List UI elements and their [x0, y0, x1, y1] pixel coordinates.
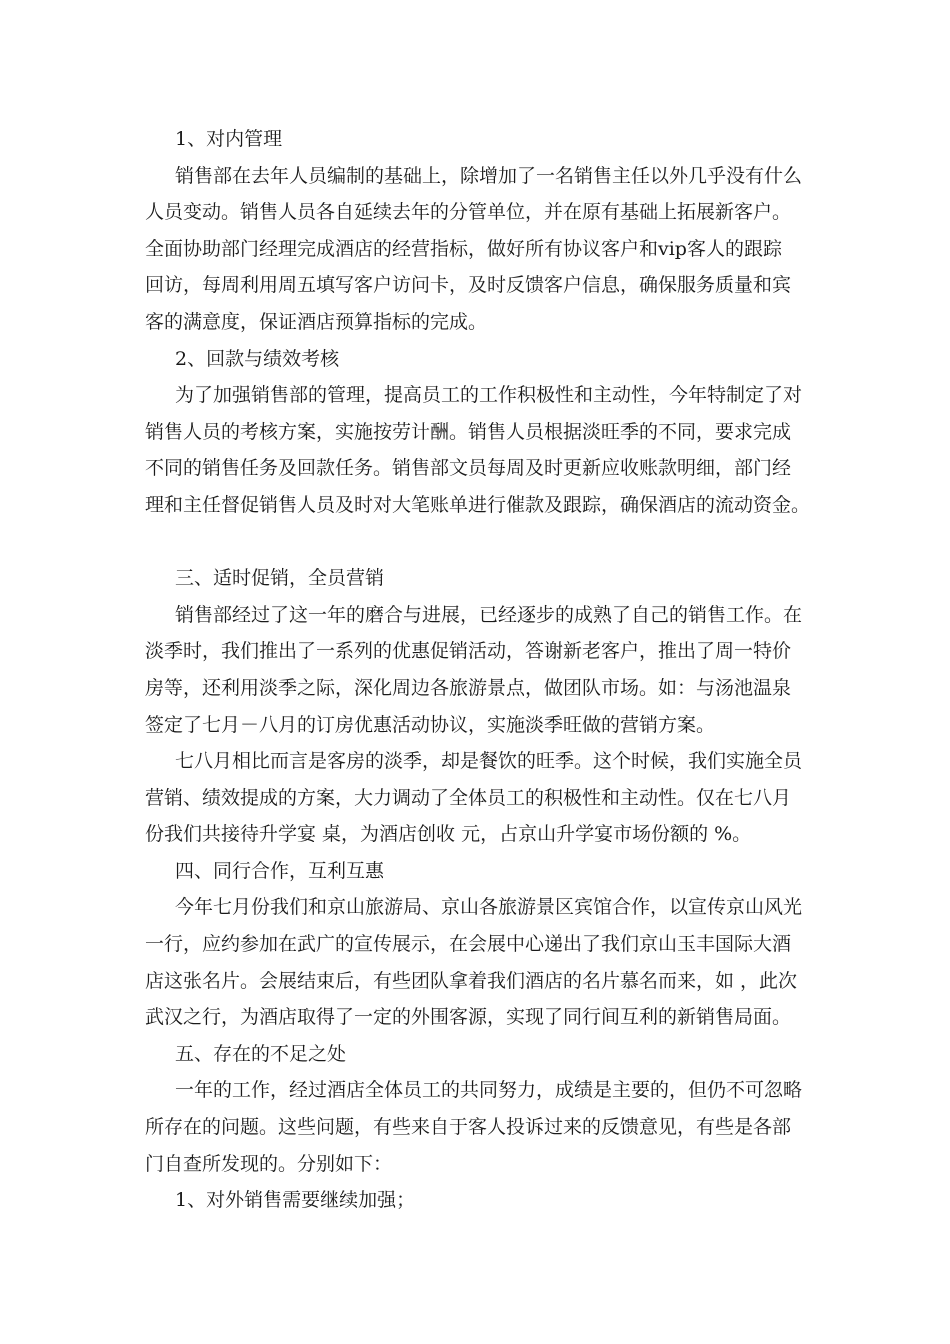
paragraph-line: 为了加强销售部的管理，提高员工的工作积极性和主动性，今年特制定了对 [175, 384, 803, 407]
paragraph-line: 所存在的问题。这些问题，有些来自于客人投诉过来的反馈意见，有些是各部 [145, 1116, 792, 1139]
paragraph-line: 一行，应约参加在武广的宣传展示，在会展中心递出了我们京山玉丰国际大酒 [145, 933, 792, 956]
heading-internal-management: 1、对内管理 [175, 128, 283, 150]
paragraph-line: 理和主任督促销售人员及时对大笔账单进行催款及跟踪，确保酒店的流动资金。 [145, 493, 811, 516]
paragraph-line: 七八月相比而言是客房的淡季，却是餐饮的旺季。这个时候，我们实施全员 [175, 750, 803, 773]
paragraph-line: 武汉之行，为酒店取得了一定的外围客源，实现了同行间互利的新销售局面。 [145, 1006, 792, 1029]
document-body [145, 121, 810, 1219]
paragraph-line: 客的满意度，保证酒店预算指标的完成。 [145, 310, 488, 333]
paragraph-line: 销售人员的考核方案，实施按劳计酬。销售人员根据淡旺季的不同，要求完成 [145, 420, 792, 443]
paragraph-line: 淡季时，我们推出了一系列的优惠促销活动，答谢新老客户，推出了周一特价 [145, 640, 792, 663]
paragraph-line: 今年七月份我们和京山旅游局、京山各旅游景区宾馆合作，以宣传京山风光 [175, 896, 803, 919]
paragraph-line: 门自查所发现的。分别如下： [145, 1152, 393, 1175]
heading-peer-cooperation: 四、同行合作，互利互惠 [175, 859, 385, 882]
blank-line [145, 524, 810, 561]
paragraph-line: 一年的工作，经过酒店全体员工的共同努力，成绩是主要的，但仍不可忽略 [175, 1079, 803, 1102]
paragraph-line: 销售部经过了这一年的磨合与进展，已经逐步的成熟了自己的销售工作。在 [175, 603, 803, 626]
paragraph-line: 房等，还利用淡季之际，深化周边各旅游景点，做团队市场。如：与汤池温泉 [145, 676, 792, 699]
paragraph-line: 不同的销售任务及回款任务。销售部文员每周及时更新应收账款明细，部门经 [145, 457, 792, 480]
heading-shortcomings: 五、存在的不足之处 [175, 1042, 347, 1065]
paragraph-line: 签定了七月－八月的订房优惠活动协议，实施淡季旺做的营销方案。 [145, 713, 716, 736]
paragraph-line: 店这张名片。会展结束后，有些团队拿着我们酒店的名片慕名而来，如 ，此次 [145, 969, 798, 992]
paragraph-line: 人员变动。销售人员各自延续去年的分管单位，并在原有基础上拓展新客户。 [145, 201, 792, 224]
heading-payment-performance: 2、回款与绩效考核 [175, 347, 340, 370]
paragraph-line: 营销、绩效提成的方案，大力调动了全体员工的积极性和主动性。仅在七八月 [145, 786, 792, 809]
paragraph-line: 回访，每周利用周五填写客户访问卡，及时反馈客户信息，确保服务质量和宾 [145, 274, 792, 297]
paragraph-line: 销售部在去年人员编制的基础上，除增加了一名销售主任以外几乎没有什么 [175, 164, 803, 187]
heading-timely-promotion: 三、适时促销，全员营销 [175, 567, 385, 590]
paragraph-line: 份我们共接待升学宴 桌，为酒店创收 元，占京山升学宴市场份额的 %。 [145, 823, 752, 846]
list-item-external-sales: 1、对外销售需要继续加强； [175, 1189, 416, 1212]
paragraph-line: 全面协助部门经理完成酒店的经营指标，做好所有协议客户和vip客人的跟踪 [145, 237, 782, 260]
